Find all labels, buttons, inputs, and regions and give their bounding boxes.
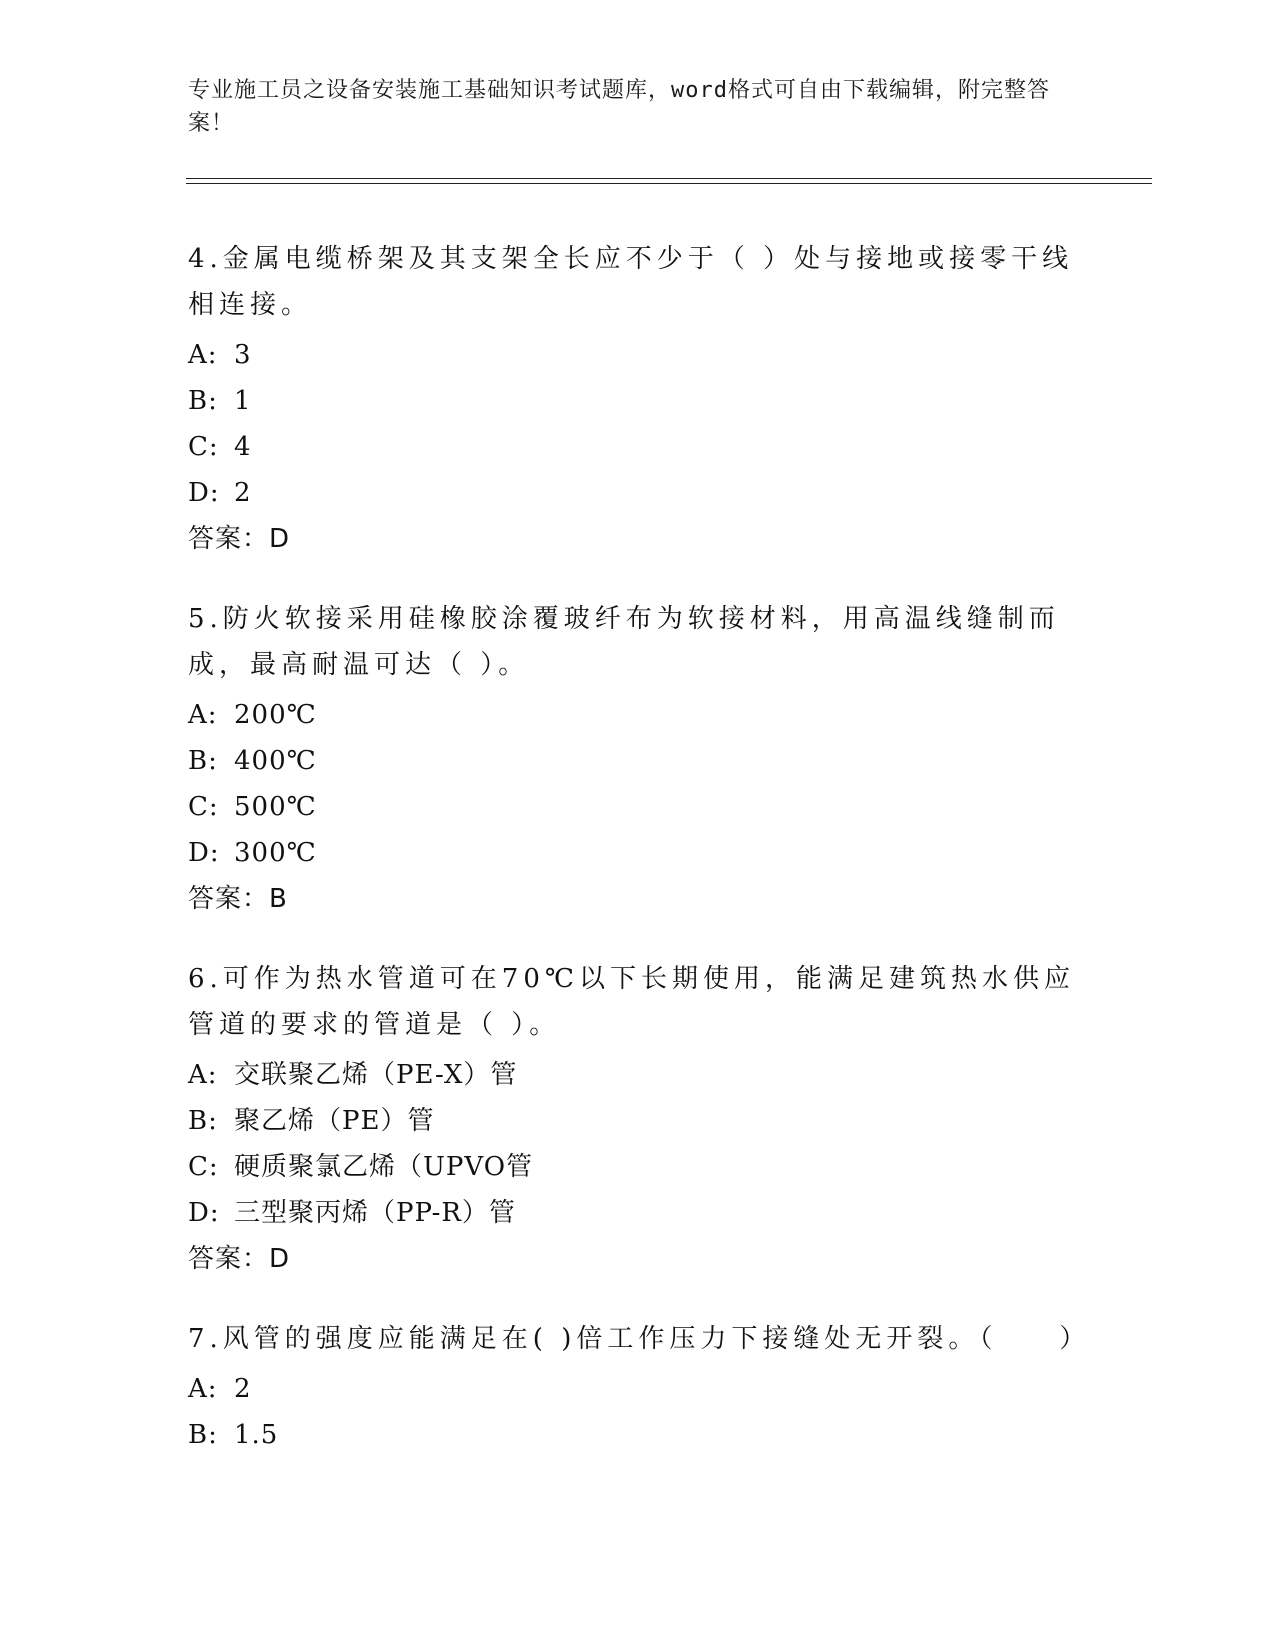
answer-line: 答案：B (188, 884, 288, 914)
option-text: 200℃ (234, 700, 317, 730)
option-letter: D: (188, 1198, 220, 1228)
option-d (188, 470, 1088, 516)
option-c (188, 424, 1088, 470)
option-b (188, 738, 1088, 784)
question-stem: 4.金属电缆桥架及其支架全长应不少于（ ）处与接地或接零干线相连接。 (188, 244, 1074, 320)
answer-line: 答案：D (188, 1244, 291, 1274)
question-5 (188, 596, 1088, 922)
option-b (188, 378, 1088, 424)
option-text: 4 (234, 432, 252, 462)
option-letter: A: (188, 340, 218, 370)
option-text: 聚乙烯（PE）管 (234, 1106, 435, 1136)
question-6 (188, 956, 1088, 1282)
option-letter: A: (188, 700, 218, 730)
question-7 (188, 1316, 1091, 1458)
option-c (188, 784, 1088, 830)
option-a (188, 332, 1088, 378)
option-b (188, 1412, 1088, 1458)
header-divider-bottom (186, 183, 1152, 184)
option-letter: B: (188, 386, 218, 416)
option-text: 300℃ (234, 838, 317, 868)
option-letter: A: (188, 1374, 218, 1404)
option-letter: A: (188, 1060, 218, 1090)
option-letter: B: (188, 1420, 218, 1450)
option-text: 1.5 (234, 1420, 279, 1450)
option-letter: D: (188, 478, 220, 508)
option-text: 1 (234, 386, 252, 416)
option-d (188, 830, 1088, 876)
option-text: 三型聚丙烯（PP-R）管 (234, 1198, 516, 1228)
option-letter: C: (188, 1152, 219, 1182)
option-letter: C: (188, 432, 219, 462)
answer-line: 答案：D (188, 524, 291, 554)
option-letter: C: (188, 792, 219, 822)
option-text: 400℃ (234, 746, 317, 776)
option-letter: B: (188, 746, 218, 776)
option-letter: D: (188, 838, 220, 868)
question-4 (188, 236, 1088, 562)
option-a (188, 1052, 1088, 1098)
option-a (188, 1366, 1088, 1412)
option-d (188, 1190, 1088, 1236)
question-stem: 6.可作为热水管道可在70℃以下长期使用，能满足建筑热水供应管道的要求的管道是（ ）。 (188, 964, 1075, 1040)
option-b (188, 1098, 1088, 1144)
option-letter: B: (188, 1106, 218, 1136)
question-list (188, 236, 1091, 1492)
document-header: 专业施工员之设备安装施工基础知识考试题库，word格式可自由下载编辑，附完整答案！ (188, 78, 1050, 136)
question-stem: 5.防火软接采用硅橡胶涂覆玻纤布为软接材料，用高温线缝制而成，最高耐温可达（ ）。 (188, 604, 1060, 680)
question-stem: 7.风管的强度应能满足在( )倍工作压力下接缝处无开裂。（ ） (188, 1324, 1091, 1354)
option-a (188, 692, 1088, 738)
option-text: 交联聚乙烯（PE-X）管 (234, 1060, 518, 1090)
option-text: 2 (234, 478, 252, 508)
option-text: 2 (234, 1374, 252, 1404)
option-text: 硬质聚氯乙烯（UPVO管 (234, 1152, 534, 1182)
header-divider-top (186, 178, 1152, 179)
option-c (188, 1144, 1088, 1190)
option-text: 3 (234, 340, 252, 370)
option-text: 500℃ (234, 792, 317, 822)
